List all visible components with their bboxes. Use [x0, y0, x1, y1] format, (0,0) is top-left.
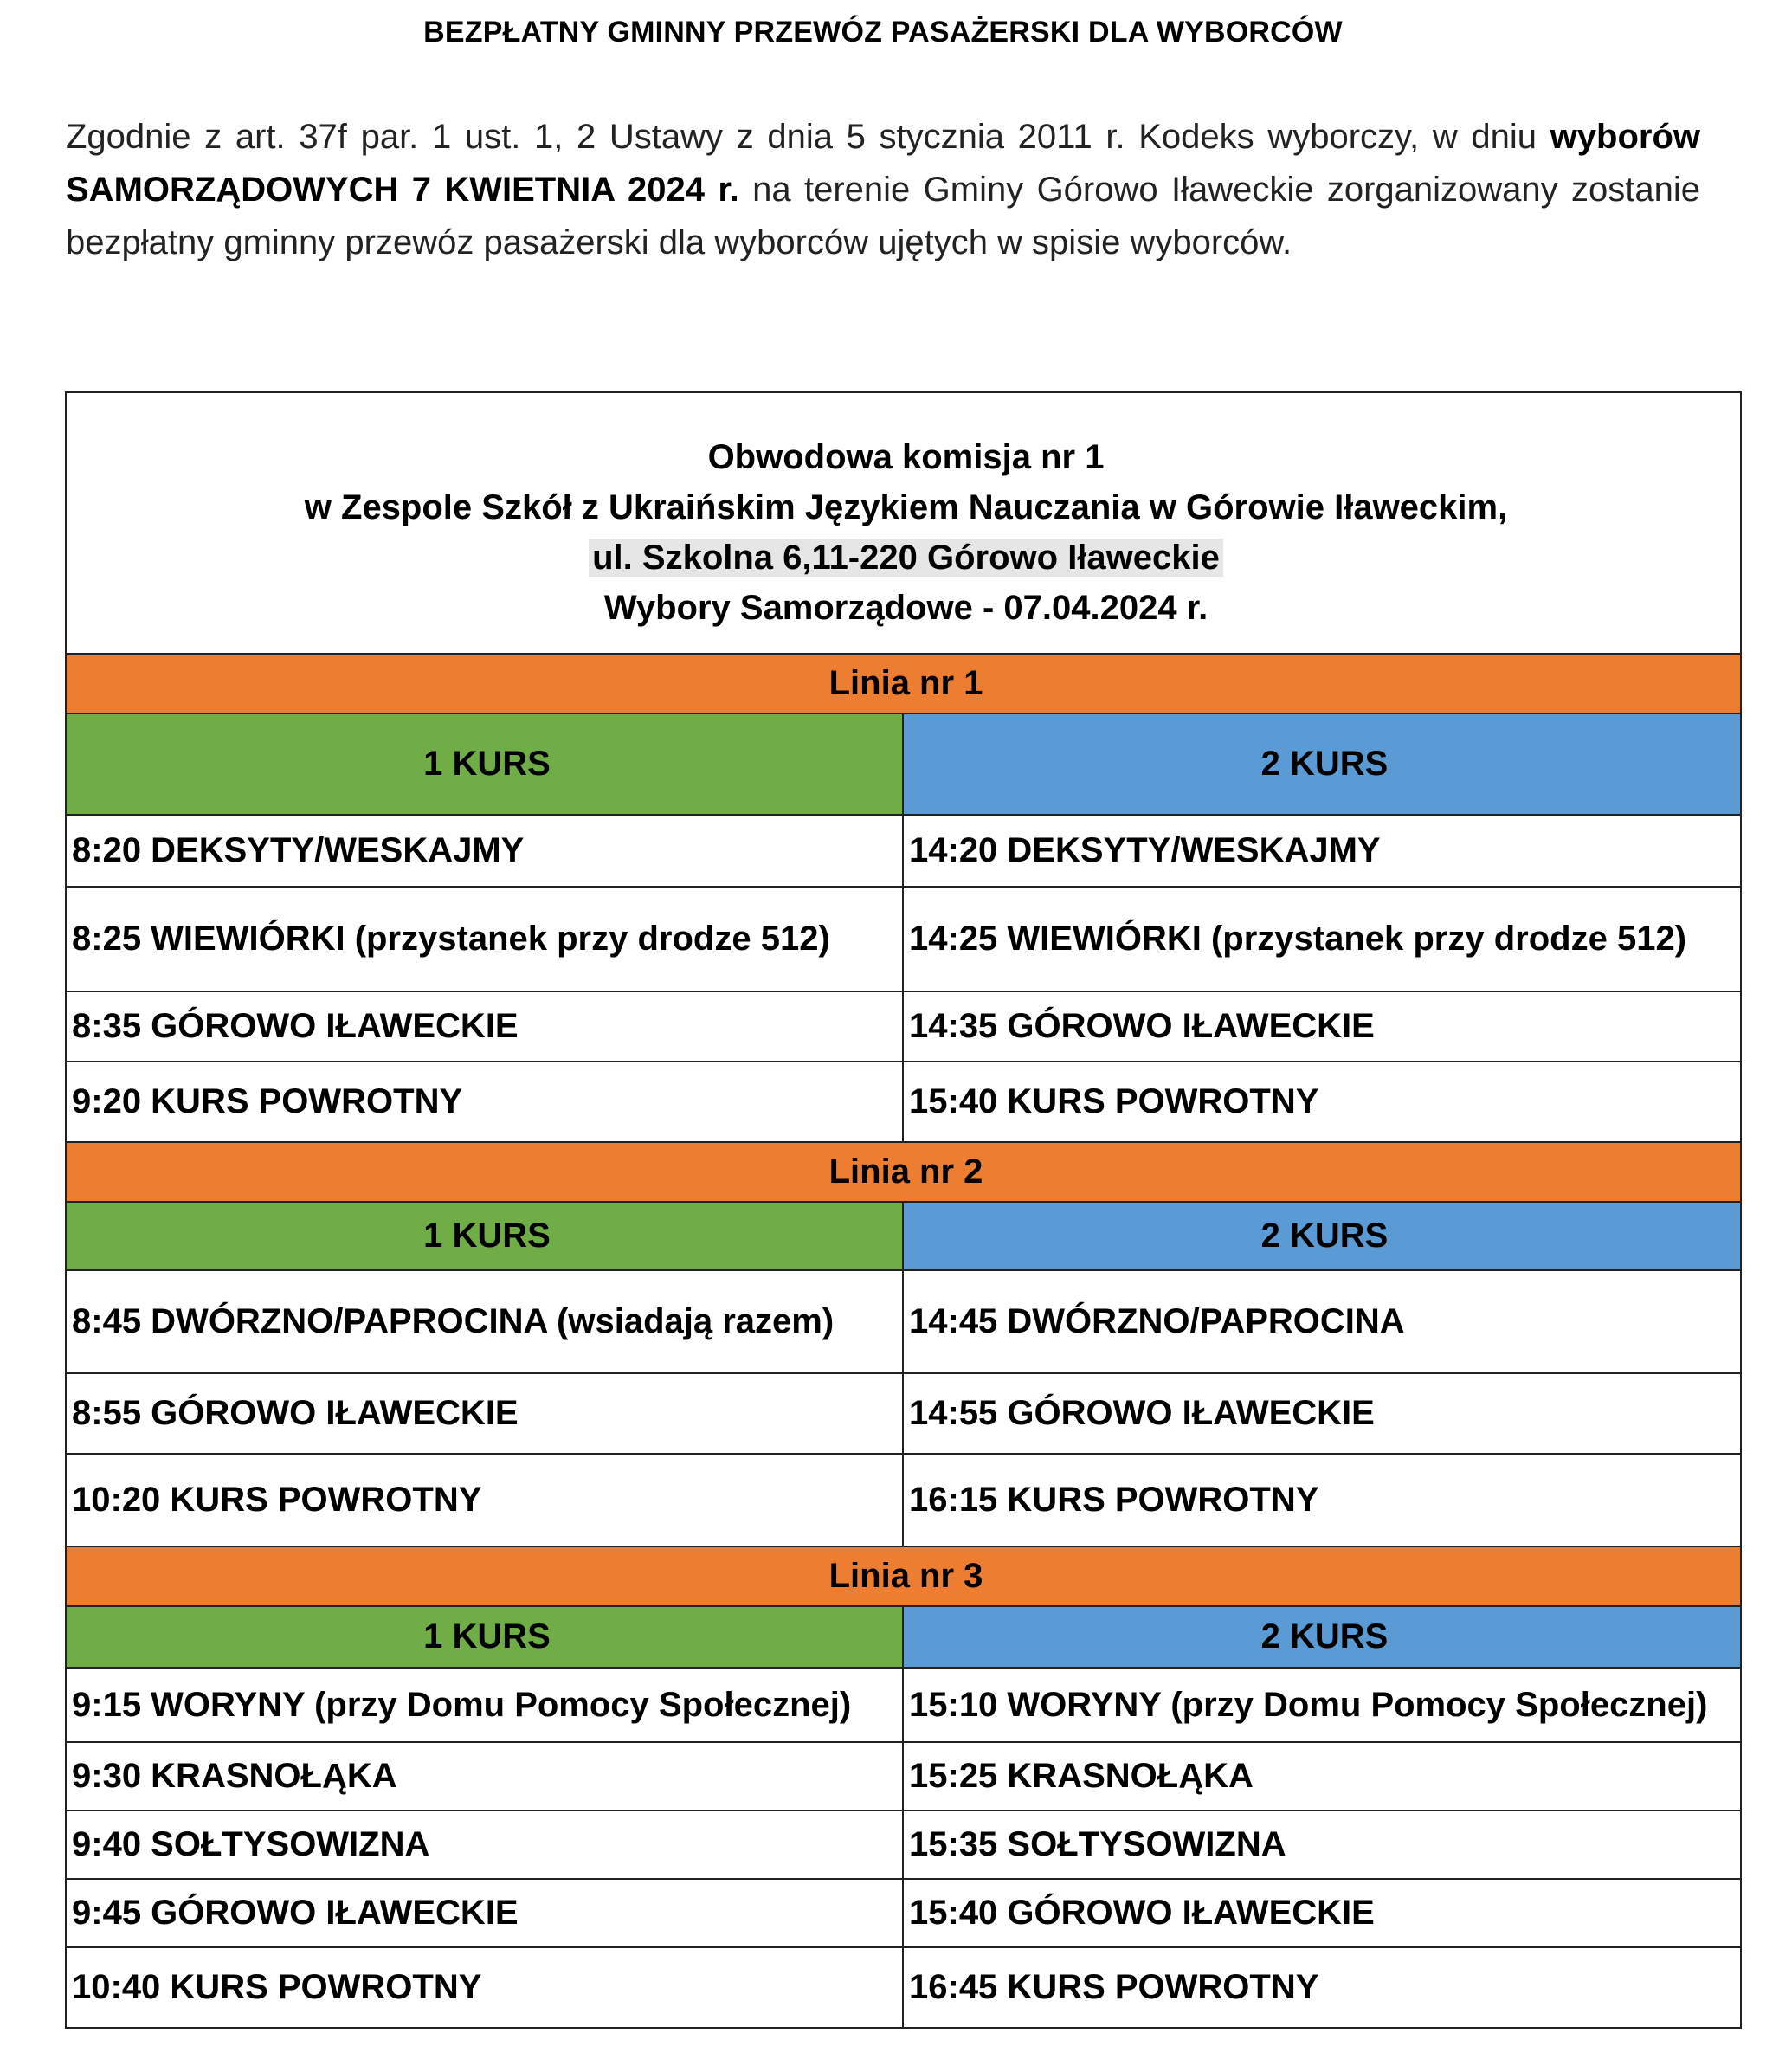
- committee-header-row: [66, 392, 1741, 654]
- committee-name: Obwodowa komisja nr 1: [707, 438, 1105, 476]
- line-label: Linia nr 1: [66, 654, 1741, 713]
- committee-address: ul. Szkolna 6,11-220 Górowo Iławeckie: [589, 539, 1223, 577]
- kurs-2-stop: 14:20 DEKSYTY/WESKAJMY: [903, 815, 1741, 887]
- line-label: Linia nr 2: [66, 1142, 1741, 1202]
- kurs-1-stop: 9:30 KRASNOŁĄKA: [66, 1742, 903, 1811]
- kurs-1-stop: 8:25 WIEWIÓRKI (przystanek przy drodze 512): [66, 887, 903, 991]
- kurs-header-row: [66, 1606, 1741, 1668]
- table-row: [66, 1879, 1741, 1947]
- schedule-table: [65, 391, 1742, 2029]
- kurs-2-label: 2 KURS: [903, 1606, 1741, 1668]
- kurs-2-stop: 16:15 KURS POWROTNY: [903, 1454, 1741, 1546]
- table-row: [66, 991, 1741, 1062]
- line-header-row: [66, 1546, 1741, 1606]
- intro-text-end: na terenie Gminy Górowo Iławeckie zorganizowany zostanie bezpłatny gminny przewóz pasażerski dla wyborców ujętych w spisie wyborców.: [66, 171, 1700, 261]
- intro-paragraph: [66, 111, 1700, 269]
- line-header-row: [66, 654, 1741, 713]
- kurs-1-stop: 10:40 KURS POWROTNY: [66, 1947, 903, 2028]
- intro-text-bold: wyborów SAMORZĄDOWYCH 7 KWIETNIA 2024 r.: [66, 118, 1700, 209]
- table-row: [66, 1668, 1741, 1742]
- table-row: [66, 887, 1741, 991]
- kurs-1-stop: 8:55 GÓROWO IŁAWECKIE: [66, 1373, 903, 1454]
- kurs-2-stop: 14:45 DWÓRZNO/PAPROCINA: [903, 1270, 1741, 1373]
- kurs-1-stop: 8:45 DWÓRZNO/PAPROCINA (wsiadają razem): [66, 1270, 903, 1373]
- table-row: [66, 1062, 1741, 1142]
- kurs-2-stop: 15:35 SOŁTYSOWIZNA: [903, 1811, 1741, 1879]
- table-row: [66, 1947, 1741, 2028]
- intro-text-start: Zgodnie z art. 37f par. 1 ust. 1, 2 Ustawy z dnia 5 stycznia 2011 r. Kodeks wyborczy, w dniu: [66, 118, 1550, 156]
- kurs-1-stop: 9:20 KURS POWROTNY: [66, 1062, 903, 1142]
- kurs-2-stop: 14:35 GÓROWO IŁAWECKIE: [903, 991, 1741, 1062]
- table-row: [66, 1270, 1741, 1373]
- kurs-1-stop: 10:20 KURS POWROTNY: [66, 1454, 903, 1546]
- kurs-1-stop: 8:20 DEKSYTY/WESKAJMY: [66, 815, 903, 887]
- table-row: [66, 1742, 1741, 1811]
- kurs-1-label: 1 KURS: [66, 1606, 903, 1668]
- table-row: [66, 1811, 1741, 1879]
- kurs-1-stop: 8:35 GÓROWO IŁAWECKIE: [66, 991, 903, 1062]
- kurs-2-stop: 15:40 KURS POWROTNY: [903, 1062, 1741, 1142]
- kurs-2-label: 2 KURS: [903, 713, 1741, 815]
- kurs-2-stop: 14:25 WIEWIÓRKI (przystanek przy drodze 512): [903, 887, 1741, 991]
- committee-location: w Zespole Szkół z Ukraińskim Językiem Nauczania w Górowie Iławeckim,: [304, 488, 1508, 526]
- kurs-1-stop: 9:45 GÓROWO IŁAWECKIE: [66, 1879, 903, 1947]
- document-title: BEZPŁATNY GMINNY PRZEWÓZ PASAŻERSKI DLA WYBORCÓW: [423, 16, 1343, 48]
- kurs-1-stop: 9:15 WORYNY (przy Domu Pomocy Społecznej): [66, 1668, 903, 1742]
- line-header-row: [66, 1142, 1741, 1202]
- table-row: [66, 1454, 1741, 1546]
- kurs-1-label: 1 KURS: [66, 713, 903, 815]
- committee-header-cell: [66, 392, 1741, 654]
- kurs-2-stop: 15:25 KRASNOŁĄKA: [903, 1742, 1741, 1811]
- kurs-2-stop: 15:40 GÓROWO IŁAWECKIE: [903, 1879, 1741, 1947]
- kurs-2-stop: 14:55 GÓROWO IŁAWECKIE: [903, 1373, 1741, 1454]
- kurs-2-label: 2 KURS: [903, 1202, 1741, 1270]
- kurs-header-row: [66, 1202, 1741, 1270]
- kurs-2-stop: 15:10 WORYNY (przy Domu Pomocy Społecznej): [903, 1668, 1741, 1742]
- kurs-header-row: [66, 713, 1741, 815]
- line-label: Linia nr 3: [66, 1546, 1741, 1606]
- election-date: Wybory Samorządowe - 07.04.2024 r.: [603, 589, 1208, 627]
- kurs-1-label: 1 KURS: [66, 1202, 903, 1270]
- table-row: [66, 1373, 1741, 1454]
- table-row: [66, 815, 1741, 887]
- kurs-2-stop: 16:45 KURS POWROTNY: [903, 1947, 1741, 2028]
- kurs-1-stop: 9:40 SOŁTYSOWIZNA: [66, 1811, 903, 1879]
